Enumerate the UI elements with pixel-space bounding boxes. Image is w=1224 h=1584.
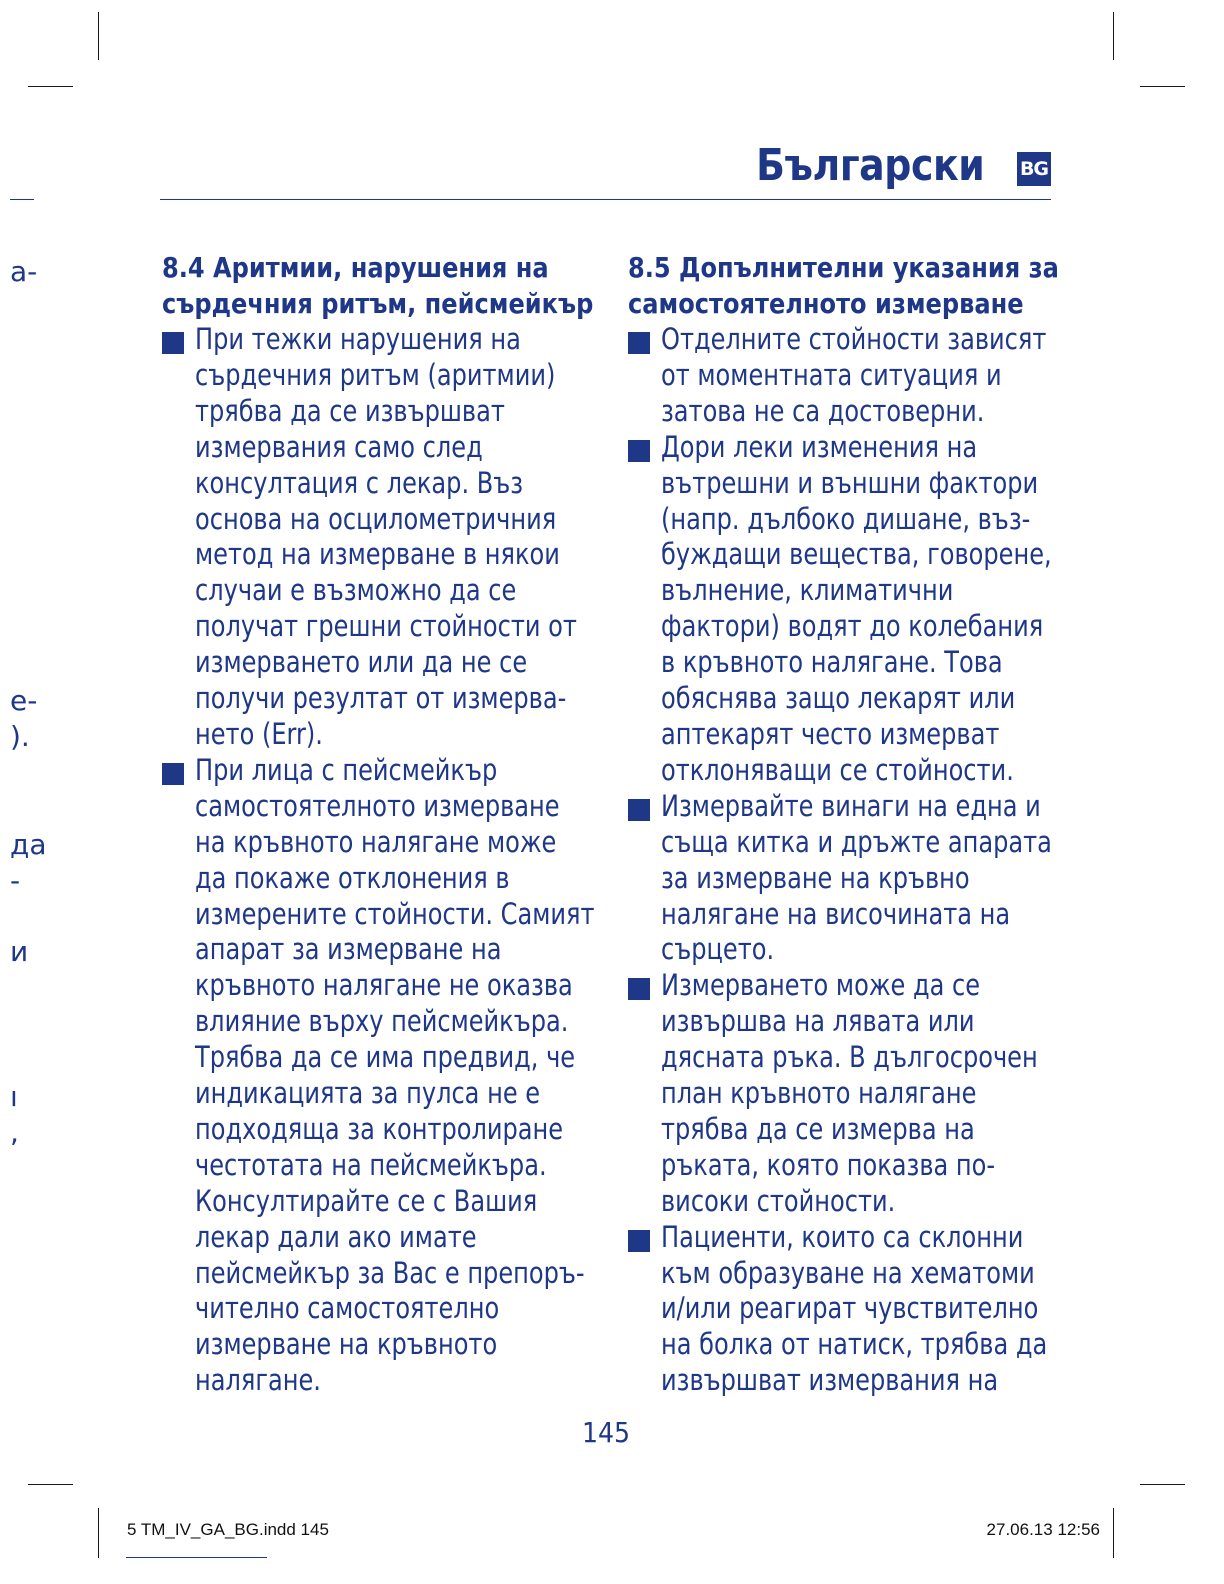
section-title-line: сърдечния ритъм, пейсмейкър [162, 287, 594, 320]
adjacent-page-rule [10, 199, 34, 200]
bullet-square-icon [162, 763, 184, 785]
text-line: и/или реагират чувствително [661, 1291, 1039, 1326]
text-line: индикацията за пулса не е [195, 1076, 541, 1111]
bullet-square-icon [628, 978, 650, 1000]
bullet-item [628, 430, 1098, 789]
section-title [628, 250, 1092, 322]
crop-mark [28, 86, 73, 87]
text-line: затова не са достоверни. [661, 393, 985, 428]
text-line: ръката, която показва по- [661, 1147, 996, 1182]
text-line: за измерване на кръвно [661, 860, 970, 895]
crop-mark [98, 12, 99, 60]
text-line: в кръвното налягане. Това [661, 645, 1003, 680]
bullet-square-icon [628, 332, 650, 354]
margin-fragment: да [10, 828, 47, 861]
text-line: Измерването може да се [661, 968, 981, 1003]
text-line: получи резултат от измерва- [195, 681, 567, 716]
text-line: вълнение, климатични [661, 573, 954, 608]
bullet-item [628, 322, 1098, 430]
text-line: консултация с лекар. Въз [195, 465, 524, 500]
text-line: съща китка и дръжте апарата [661, 824, 1052, 859]
crop-mark [1113, 12, 1114, 60]
text-line: Трябва да се има предвид, че [195, 1040, 576, 1075]
text-line: метод на измерване в някои [195, 537, 560, 572]
text-line: отклоняващи се стойности. [661, 752, 1014, 787]
text-line: случаи е възможно да се [195, 573, 517, 608]
text-line: вътрешни и външни фактори [661, 465, 1039, 500]
section-title [162, 250, 626, 322]
footer-rule [126, 1557, 267, 1558]
text-line: пейсмейкър за Вас е препоръ- [195, 1255, 585, 1290]
text-line: Консултирайте се с Вашия [195, 1183, 538, 1218]
text-line: дясната ръка. В дългосрочен [661, 1040, 1038, 1075]
text-line: от моментната ситуация и [661, 357, 1002, 392]
text-line: честотата на пейсмейкъра. [195, 1147, 547, 1182]
text-line: фактори) водят до колебания [661, 609, 1044, 644]
crop-mark [98, 1508, 99, 1558]
crop-mark [28, 1484, 73, 1485]
header-rule [160, 199, 1051, 200]
text-line: измерените стойности. Самият [195, 896, 595, 931]
text-line: извършват измервания на [661, 1363, 999, 1398]
bullet-square-icon [628, 1230, 650, 1252]
text-line: сърцето. [661, 932, 775, 967]
bullet-square-icon [628, 799, 650, 821]
text-line: измерването или да не се [195, 645, 528, 680]
text-line: сърдечния ритъм (аритмии) [195, 357, 556, 392]
text-line: Отделните стойности зависят [661, 322, 1047, 356]
text-line: трябва да се извършват [195, 393, 505, 428]
section-title-line: 8.5 Допълнителни указания за [628, 251, 1059, 284]
text-line: получат грешни стойности от [195, 609, 577, 644]
section-title-line: самостоятелното измерване [628, 287, 1024, 320]
section-title-line: 8.4 Аритмии, нарушения на [162, 251, 549, 284]
margin-fragment: ). [10, 720, 30, 753]
text-line: подходяща за контролиране [195, 1111, 564, 1146]
text-line: измервания само след [195, 429, 483, 464]
text-line: самостоятелното измерване [195, 788, 560, 823]
text-line: към образуване на хематоми [661, 1255, 1035, 1290]
text-line: основа на осцилометричния [195, 501, 557, 536]
section-arrhythmia [162, 250, 632, 1399]
bullet-square-icon [162, 332, 184, 354]
text-line: При лица с пейсмейкър [195, 752, 498, 787]
bullet-item [628, 1220, 1098, 1400]
text-line: Дори леки изменения на [661, 429, 978, 464]
text-line: високи стойности. [661, 1183, 896, 1218]
text-line: кръвното налягане не оказва [195, 968, 573, 1003]
language-title: Български [755, 140, 984, 191]
text-line: на болка от натиск, трябва да [661, 1327, 1048, 1362]
language-badge: BG [1017, 152, 1051, 186]
section-additional-notes [628, 250, 1098, 1399]
margin-fragment: е- [10, 684, 38, 717]
text-line: Пациенти, които са склонни [661, 1219, 1024, 1254]
text-line: апарат за измерване на [195, 932, 502, 967]
text-line: (напр. дълбоко дишане, въз- [661, 501, 1031, 536]
text-line: аптекарят често измерват [661, 716, 1000, 751]
bullet-item [162, 322, 632, 753]
text-line: влияние върху пейсмейкъра. [195, 1004, 569, 1039]
text-line: измерване на кръвното [195, 1327, 498, 1362]
bullet-item [628, 968, 1098, 1219]
text-line: чително самостоятелно [195, 1291, 500, 1326]
page-number: 145 [581, 1416, 631, 1449]
footer-timestamp: 27.06.13 12:56 [986, 1520, 1100, 1539]
text-line: Измервайте винаги на една и [661, 788, 1041, 823]
crop-mark [1140, 86, 1185, 87]
margin-fragment: - [10, 864, 21, 897]
crop-mark [1113, 1508, 1114, 1558]
text-line: При тежки нарушения на [195, 322, 521, 356]
text-line: обяснява защо лекарят или [661, 681, 1016, 716]
text-line: извършва на лявата или [661, 1004, 975, 1039]
text-line: лекар дали ако имате [195, 1219, 477, 1254]
text-line: план кръвното налягане [661, 1076, 977, 1111]
text-line: да покаже отклонения в [195, 860, 510, 895]
text-line: трябва да се измерва на [661, 1111, 975, 1146]
margin-fragment: и [10, 935, 29, 968]
text-line: на кръвното налягане може [195, 824, 557, 859]
text-line: налягане на височината на [661, 896, 1011, 931]
margin-fragment: ı [10, 1080, 18, 1113]
footer-filename: 5 TM_IV_GA_BG.indd 145 [127, 1520, 329, 1539]
text-line: буждащи вещества, говорене, [661, 537, 1052, 572]
bullet-item [162, 753, 632, 1399]
text-line: налягане. [195, 1363, 321, 1398]
bullet-item [628, 789, 1098, 969]
bullet-square-icon [628, 440, 650, 462]
margin-fragment: , [10, 1116, 19, 1149]
margin-fragment: а- [10, 255, 38, 288]
crop-mark [1140, 1484, 1185, 1485]
text-line: нето (Err). [195, 716, 323, 751]
